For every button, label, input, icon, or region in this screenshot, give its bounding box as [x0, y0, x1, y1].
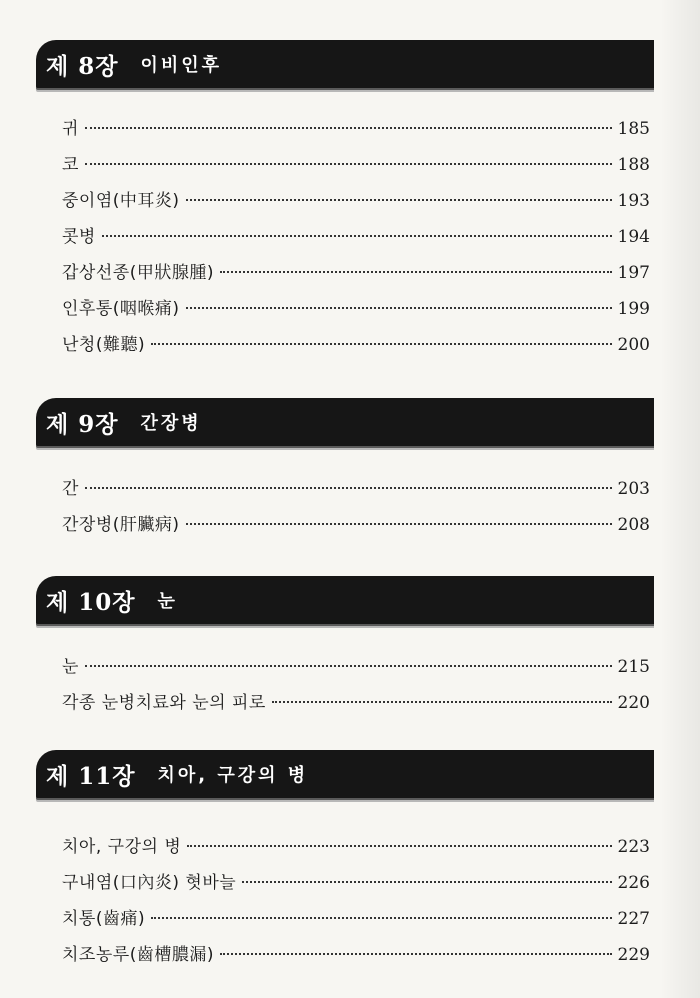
toc-entry: 치통(齒痛) [62, 909, 146, 929]
dot-leader [272, 701, 612, 703]
toc-entry: 코 [62, 155, 79, 175]
dot-leader [102, 235, 612, 237]
page-number: 185 [617, 119, 650, 139]
page-number: 220 [617, 693, 650, 713]
page-number: 193 [617, 191, 650, 211]
chapter-10-entries [62, 652, 650, 724]
page-number: 199 [617, 299, 650, 319]
toc-row[interactable] [62, 904, 650, 940]
toc-entry: 콧병 [62, 227, 96, 247]
dot-leader [186, 307, 612, 309]
dot-leader [220, 271, 612, 273]
toc-entry: 인후통(咽喉痛) [62, 299, 180, 319]
page-number: 227 [617, 909, 650, 929]
toc-entry: 난청(難聽) [62, 335, 146, 355]
page-number: 194 [617, 227, 650, 247]
dot-leader [151, 343, 611, 345]
chapter-8-header [36, 40, 654, 88]
dot-leader [85, 487, 612, 489]
page-number: 208 [617, 515, 650, 535]
page-number: 200 [617, 335, 650, 355]
toc-row[interactable] [62, 510, 650, 546]
toc-entry: 치조농루(齒槽膿漏) [62, 945, 214, 965]
toc-row[interactable] [62, 474, 650, 510]
toc-row[interactable] [62, 868, 650, 904]
page-number: 203 [617, 479, 650, 499]
page-edge-shadow [660, 0, 700, 998]
toc-entry: 치아, 구강의 병 [62, 837, 182, 857]
chapter-9-entries [62, 474, 650, 546]
chapter-label: 제 10장 [46, 588, 136, 616]
toc-row[interactable] [62, 688, 650, 724]
dot-leader [85, 665, 612, 667]
toc-entry: 눈 [62, 657, 79, 677]
page-number: 197 [617, 263, 650, 283]
toc-row[interactable] [62, 832, 650, 868]
dot-leader [187, 845, 611, 847]
dot-leader [242, 881, 611, 883]
toc-entry: 귀 [62, 119, 79, 139]
chapter-label: 제 11장 [46, 762, 136, 790]
chapter-title: 눈 [157, 591, 178, 612]
toc-row[interactable] [62, 294, 650, 330]
dot-leader [151, 917, 611, 919]
chapter-11-header [36, 750, 654, 798]
chapter-8-entries [62, 114, 650, 366]
toc-entry: 구내염(口內炎) 혓바늘 [62, 873, 237, 893]
toc-row[interactable] [62, 940, 650, 976]
toc-entry: 각종 눈병치료와 눈의 피로 [62, 693, 266, 713]
dot-leader [85, 127, 612, 129]
page-number: 215 [617, 657, 650, 677]
page-number: 223 [617, 837, 650, 857]
toc-entry: 갑상선종(甲狀腺腫) [62, 263, 214, 283]
toc-row[interactable] [62, 330, 650, 366]
toc-row[interactable] [62, 150, 650, 186]
toc-entry: 간 [62, 479, 79, 499]
chapter-11-entries [62, 832, 650, 976]
chapter-title: 이비인후 [140, 55, 223, 76]
page-number: 188 [617, 155, 650, 175]
chapter-label: 제 9장 [46, 410, 119, 438]
toc-entry: 중이염(中耳炎) [62, 191, 180, 211]
toc-row[interactable] [62, 114, 650, 150]
page-number: 226 [617, 873, 650, 893]
dot-leader [186, 523, 612, 525]
toc-row[interactable] [62, 652, 650, 688]
chapter-title: 치아, 구강의 병 [157, 765, 309, 786]
toc-row[interactable] [62, 222, 650, 258]
page-number: 229 [617, 945, 650, 965]
toc-entry: 간장병(肝臟病) [62, 515, 180, 535]
dot-leader [220, 953, 612, 955]
dot-leader [186, 199, 612, 201]
dot-leader [85, 163, 612, 165]
chapter-label: 제 8장 [46, 52, 119, 80]
chapter-title: 간장병 [140, 413, 202, 434]
toc-row[interactable] [62, 258, 650, 294]
chapter-10-header [36, 576, 654, 624]
toc-row[interactable] [62, 186, 650, 222]
chapter-9-header [36, 398, 654, 446]
